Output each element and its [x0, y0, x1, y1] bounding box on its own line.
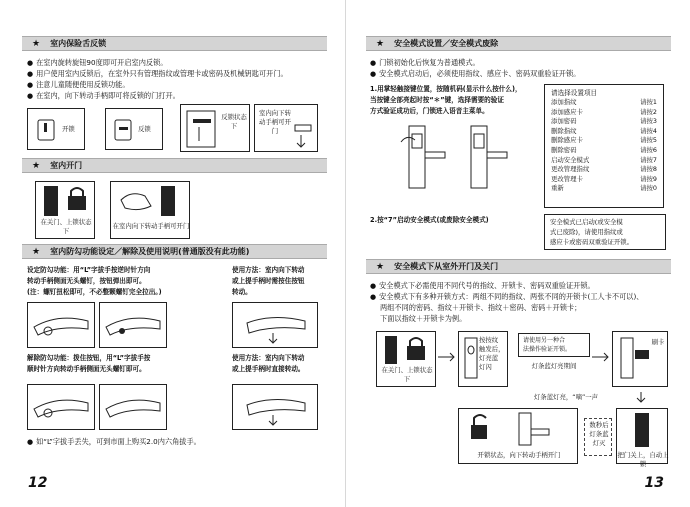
- section-title: 室内保险舌反锁: [50, 39, 107, 48]
- text-line: (注：螺钉扭松即可，不必整颗螺钉完全拉出。): [27, 288, 162, 296]
- release-step-2-illustration: [99, 384, 167, 430]
- text-line: ● 安全模式下必需使用不同代号的指纹、开锁卡、密码双重验证开锁。: [370, 280, 595, 293]
- handle-screw-icon: [28, 303, 96, 349]
- section-title: 安全模式设置／安全模式废除: [394, 39, 499, 48]
- hand-handle-icon: [111, 182, 191, 222]
- menu-item: 添加指纹 请按1: [551, 98, 657, 106]
- menu-item: 重新 请按0: [551, 184, 657, 193]
- text-line: 两组不同的密码、指纹＋开锁卡、指纹＋密码、密码＋开锁卡；: [380, 303, 582, 312]
- card-swipe-box: 刷卡: [612, 331, 668, 387]
- text-line: 使用方法：室内向下转动: [232, 354, 305, 362]
- handle-icon: [100, 385, 168, 431]
- arrow-down-icon: [636, 392, 646, 404]
- menu-header: 请选择设置项目: [551, 89, 598, 97]
- menu-item: 更改管理卡 请按9: [551, 174, 657, 183]
- keypad-lock-illustration: [401, 124, 551, 196]
- text-line: ● 在室内旋转旋钮90度即可开启室内反锁。: [27, 57, 167, 70]
- menu-item: 添加感应卡 请按2: [551, 107, 657, 116]
- use-1-illustration: [232, 302, 318, 348]
- voice-menu-panel: [544, 84, 664, 208]
- text-line: 或上提手柄时直接转动。: [232, 365, 305, 373]
- step1-line: 当按键全部亮起时按“＊”键，选择需要的验证: [370, 96, 504, 104]
- section-banner-anti-hook: [22, 244, 327, 259]
- star-icon: ★: [32, 160, 41, 171]
- auto-lock-box: 把门关上，自动上锁: [616, 408, 668, 464]
- text-line: ● 在室内，向下转动手柄即可将反锁的门打开。: [27, 90, 180, 103]
- fingerprint-step-box: 按按纹 触发后， 灯亮蓝 灯闪: [458, 331, 508, 387]
- closed-locked-illustration: [35, 181, 95, 239]
- star-icon: ★: [32, 38, 41, 49]
- menu-item: 添加密码 请按3: [551, 117, 657, 126]
- knob-open-illustration: [27, 108, 85, 150]
- set-step-1-illustration: [27, 302, 95, 348]
- open-state-box: 开锁状态，向下转动手柄开门: [458, 408, 578, 464]
- menu-item: 更改管理指纹 请按8: [551, 165, 657, 174]
- text-line: ● 安全模式下有多种开锁方式：两组不同的指纹、两张不同的开锁卡(工人卡不可以)、: [370, 291, 643, 304]
- set-step-2-illustration: [99, 302, 167, 348]
- knob-lock-illustration: [105, 108, 163, 150]
- seconds-later-box: 数秒后 灯条蓝 灯灭: [584, 418, 612, 456]
- step1-line: 方式验证成功后，门锁进入语音主菜单。: [370, 107, 489, 115]
- step1-line: 1.用掌轻触接键位置，按随机码(显示什么按什么)，: [370, 85, 522, 93]
- menu-item: 删除密码 请按6: [551, 145, 657, 154]
- section-title: 室内开门: [50, 161, 83, 170]
- handle-down-icon: [255, 105, 319, 153]
- text-line: 或上提手柄时需按住按钮: [232, 277, 305, 285]
- menu-item: 删除感应卡 请按5: [551, 136, 657, 145]
- door-closed-icon: [617, 409, 669, 449]
- padlock-door-icon: [36, 182, 96, 222]
- section-banner-indoor-deadbolt: [22, 36, 327, 51]
- caption: 在关门、上锁状态下: [40, 218, 92, 235]
- text-line: ● 注意儿童随便使用反锁功能。: [27, 79, 130, 92]
- knob-icon: [106, 109, 164, 151]
- turn-handle-label: 室内向下转动手柄可开门: [259, 109, 291, 135]
- right-page: [345, 0, 690, 507]
- note-line: ● 如“L”字拔手丢失，可到市面上购买2.0内六角拔手。: [27, 436, 201, 449]
- star-icon: ★: [376, 38, 385, 49]
- star-icon: ★: [32, 246, 41, 257]
- handle-button-icon: [100, 303, 168, 349]
- use-2-illustration: [232, 384, 318, 430]
- page-number: 12: [28, 475, 48, 491]
- text-line: 使用方法：室内向下转动: [232, 266, 305, 274]
- text-line: 转动。: [232, 288, 252, 296]
- lock-label: 反锁: [138, 125, 151, 133]
- turn-handle-illustration: [254, 104, 318, 152]
- text-line: ● 安全模式启动后，必须使用指纹、感应卡、密码双重验证开锁。: [370, 68, 580, 81]
- caption: 在室内向下转动手柄可开门: [112, 222, 190, 230]
- text-line: 解除防勾功能：拨住按钮，用“L”字拔手按: [27, 354, 151, 362]
- menu-item: 启动安全模式 请按7: [551, 155, 657, 164]
- release-step-1-illustration: [27, 384, 95, 430]
- text-line: ● 门锁初始化后恢复为普通模式。: [370, 57, 480, 70]
- star-icon: ★: [376, 261, 385, 272]
- open-label: 开锁: [62, 125, 75, 133]
- handle-screw-icon: [28, 385, 96, 431]
- section-title: 室内防勾功能设定／解除及使用说明(普通版没有此功能): [50, 247, 250, 256]
- section-banner-security-open: [366, 259, 671, 274]
- text-line: 下面以指纹＋开锁卡为例。: [380, 314, 467, 323]
- hand-turn-icon: [233, 385, 319, 431]
- arrow-right-icon: [438, 352, 458, 362]
- arrow-right-icon: [592, 352, 612, 362]
- step2-line: 2.按“7”启动安全模式(或废除安全模式): [370, 216, 489, 224]
- section-banner-security-mode: [366, 36, 671, 51]
- flash-caption: 灯条蓝灯亮期间: [531, 362, 577, 370]
- indoor-open-illustration: [110, 181, 190, 239]
- hand-turn-icon: [233, 303, 319, 349]
- page-number: 13: [644, 475, 664, 491]
- locked-state-label: 反锁状态下: [221, 113, 247, 130]
- text-line: 设定防勾功能：用“L”字拔手按逆时针方向: [27, 266, 151, 274]
- padlock-door-icon: [377, 332, 437, 368]
- knob-icon: [28, 109, 86, 151]
- menu-item: 删除指纹 请按4: [551, 126, 657, 135]
- locked-state-illustration: [180, 104, 250, 152]
- closed-locked-box: 在关门、上锁状态下: [376, 331, 436, 387]
- unlocked-handle-icon: [459, 409, 579, 449]
- text-line: 顺时针方向转动手柄侧面无头螺钉即可。: [27, 365, 146, 373]
- text-line: 转动手柄侧面无头螺钉，按钮弹出即可。: [27, 277, 146, 285]
- security-mode-status-box: 安全模式已启动(或安全模 式已废除)，请使用指纹或 感应卡或密码双重验证开锁。: [544, 214, 666, 250]
- beep-caption: 灯条蓝灯亮，“嘀”一声: [533, 393, 599, 401]
- section-banner-indoor-open: [22, 158, 327, 173]
- verify-prompt-box: 请使用另一种合 法操作验证开锁。: [518, 333, 590, 357]
- text-line: ● 用户使用室内反锁后，在室外只有管理指纹或管理卡或密码及机械钥匙可开门。: [27, 68, 288, 81]
- section-title: 安全模式下从室外开门及关门: [394, 262, 499, 271]
